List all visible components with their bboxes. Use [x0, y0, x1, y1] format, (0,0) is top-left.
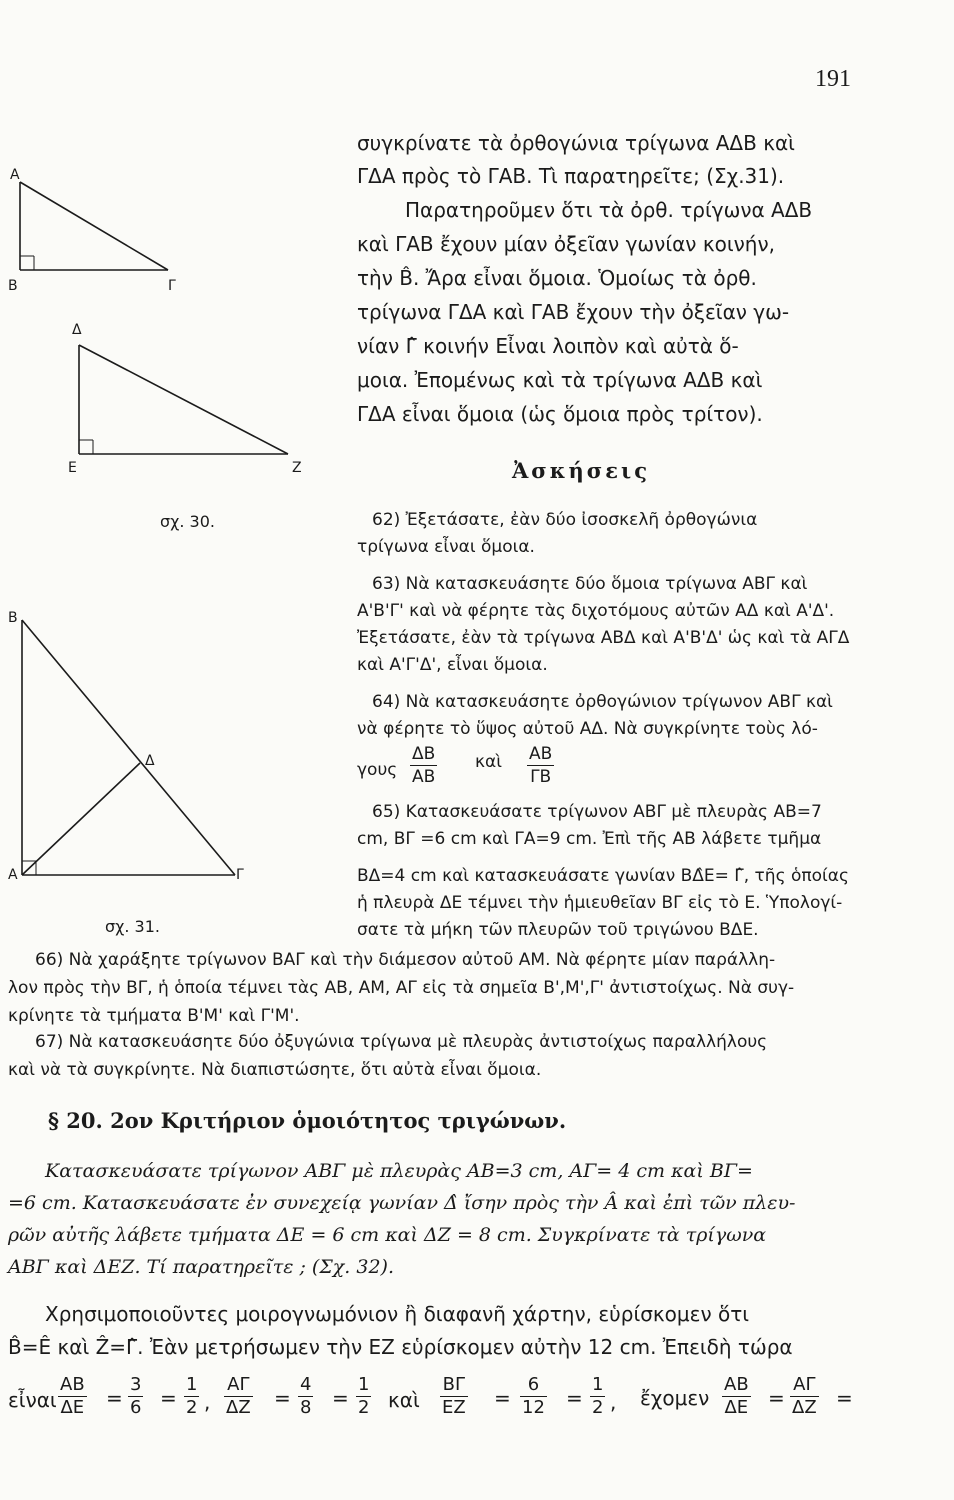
equals-sign: = — [160, 1386, 177, 1410]
ratio-prefix: γους — [357, 760, 398, 780]
numerator: 3 — [130, 1374, 142, 1395]
text-line: σατε τὰ μήκη τῶν πλευρῶν τοῦ τριγώνου ΒΔΕ. — [357, 920, 759, 940]
text-line: τὴν B̂. Ἄρα εἶναι ὅμοια. Ὁμοίως τὰ ὀρθ. — [357, 266, 757, 290]
fraction — [356, 1374, 371, 1419]
comma: , — [204, 1390, 211, 1414]
exercises-heading: Ἀσκήσεις — [512, 458, 650, 483]
text-line: 62) Ἐξετάσατε, ἐὰν δύο ἰσοσκελῆ ὀρθογώνια — [372, 510, 758, 530]
numerator: ΒΓ — [440, 1374, 468, 1397]
text-line: τρίγωνα εἶναι ὅμοια. — [357, 537, 535, 557]
text-line: 63) Νὰ κατασκευάσητε δύο ὅμοια τρίγωνα ΑΒΓ καὶ — [372, 574, 808, 594]
numerator: 1 — [592, 1374, 604, 1395]
figure-31-caption: σχ. 31. — [105, 917, 160, 936]
label-d: Δ — [72, 322, 82, 338]
text-line: λον πρὸς τὴν ΒΓ, ἡ ὁποία τέμνει τὰς ΑΒ, ΑΜ, ΑΓ εἰς τὰ σημεῖα Β',Μ',Γ' ἀντιστοίχως. Νὰ συγ- — [8, 978, 795, 998]
equals-sign: = — [106, 1386, 123, 1410]
comma: , — [610, 1390, 617, 1414]
text-line: 66) Νὰ χαράξητε τρίγωνον ΒΑΓ καὶ τὴν διάμεσον αὐτοῦ ΑΜ. Νὰ φέρητε μίαν παράλλη- — [35, 950, 776, 970]
text-line: κρίνητε τὰ τμήματα Β'Μ' καὶ Γ'Μ'. — [8, 1006, 300, 1026]
fraction — [520, 1374, 547, 1419]
text-line: cm, ΒΓ =6 cm καὶ ΓΑ=9 cm. Ἐπὶ τῆς ΑΒ λάβετε τμῆμα — [357, 829, 822, 849]
label-b: B — [8, 610, 18, 626]
text-line: ΓΔΑ εἶναι ὅμοια (ὡς ὅμοια πρὸς τρίτον). — [357, 402, 763, 426]
page-number: 191 — [815, 66, 851, 92]
equals-sign: = — [566, 1386, 583, 1410]
denominator: 12 — [522, 1397, 545, 1418]
label-e: E — [68, 460, 77, 476]
text-line: τρίγωνα ΓΔΑ καὶ ΓΑΒ ἔχουν τὴν ὀξεῖαν γω- — [357, 300, 790, 324]
text-line: Α'Β'Γ' καὶ νὰ φέρητε τὰς διχοτόμους αὐτῶν ΑΔ καὶ Α'Δ'. — [357, 601, 835, 621]
figure-30-caption: σχ. 30. — [160, 512, 215, 531]
text-line: καὶ νὰ τὰ συγκρίνητε. Νὰ διαπιστώσητε, ὅτι αὐτὰ εἶναι ὅμοια. — [8, 1060, 542, 1080]
numerator: 6 — [520, 1374, 547, 1397]
fraction — [58, 1374, 87, 1419]
text-line: συγκρίνατε τὰ ὀρθογώνια τρίγωνα ΑΔΒ καὶ — [357, 131, 795, 155]
text-line: Παρατηροῦμεν ὅτι τὰ ὀρθ. τρίγωνα ΑΔΒ — [405, 198, 813, 222]
text-line: καὶ ΓΑΒ ἔχουν μίαν ὀξεῖαν γωνίαν κοινήν, — [357, 232, 775, 256]
text-line: ΒΔ=4 cm καὶ κατασκευάσατε γωνίαν ΒΔ̂Ε= Γ̂, τῆς ὁποίας — [357, 866, 849, 886]
text-line: ΓΔΑ πρὸς τὸ ΓΑΒ. Τὶ παρατηρεῖτε; (Σχ.31). — [357, 164, 785, 188]
denominator: 6 — [130, 1397, 142, 1418]
equals-sign: = — [768, 1386, 785, 1410]
section-heading: § 20. 2ον Κριτήριον ὁμοιότητος τριγώνων. — [48, 1108, 567, 1133]
numerator: ΑΓ — [790, 1374, 819, 1397]
kai-word: καὶ — [388, 1388, 420, 1412]
text-line: 67) Νὰ κατασκευάσητε δύο ὀξυγώνια τρίγωνα μὲ πλευρὰς ἀντιστοίχως παραλλήλους — [35, 1032, 768, 1052]
denominator: 2 — [186, 1397, 198, 1418]
equals-sign: = — [332, 1386, 349, 1410]
denominator: ΔΕ — [60, 1397, 85, 1418]
fraction — [790, 1374, 819, 1419]
numerator: ΔΒ — [412, 744, 436, 764]
label-d: Δ — [145, 753, 155, 769]
text-line: μοια. Ἐπομένως καὶ τὰ τρίγωνα ΑΔΒ καὶ — [357, 368, 763, 392]
fraction — [590, 1374, 605, 1419]
numerator: 1 — [186, 1374, 198, 1395]
text-line: =6 cm. Κατασκευάσατε ἐν συνεχείᾳ γωνίαν Δ̂ ἴσην πρὸς τὴν Â καὶ ἐπὶ τῶν πλευ- — [8, 1192, 796, 1214]
text-line: ΑΒΓ καὶ ΔΕΖ. Τί παρατηρεῖτε ; (Σχ. 32). — [8, 1256, 395, 1278]
label-a: A — [8, 867, 18, 883]
text-line: καὶ Α'Γ'Δ', εἶναι ὅμοια. — [357, 655, 548, 675]
fraction — [527, 743, 554, 788]
text-line: B̂=Ê καὶ Ẑ=Γ̂. Ἐὰν μετρήσωμεν τὴν ΕΖ εὑρίσκομεν αὐτὴν 12 cm. Ἐπειδὴ τώρα — [8, 1335, 793, 1359]
fraction — [128, 1374, 143, 1419]
text-line: Κατασκευάσατε τρίγωνον ΑΒΓ μὲ πλευρὰς ΑΒ=3 cm, ΑΓ= 4 cm καὶ ΒΓ= — [45, 1160, 753, 1182]
denominator: ΔΖ — [792, 1397, 817, 1418]
label-z: Z — [292, 460, 302, 476]
equals-sign: = — [836, 1386, 853, 1410]
text-line: Ἐξετάσατε, ἐὰν τὰ τρίγωνα ΑΒΔ καὶ Α'Β'Δ' ὡς καὶ τὰ ΑΓΔ — [357, 628, 850, 648]
denominator: 8 — [300, 1397, 312, 1418]
denominator: 2 — [592, 1397, 604, 1418]
numerator: ΑΓ — [224, 1374, 253, 1397]
text-line: 65) Κατασκευάσατε τρίγωνον ΑΒΓ μὲ πλευρὰς ΑΒ=7 — [372, 802, 822, 822]
label-a: A — [10, 167, 20, 183]
text-line: ρῶν αὐτῆς λάβετε τμήματα ΔΕ = 6 cm καὶ ΔΖ = 8 cm. Συγκρίνατε τὰ τρίγωνα — [8, 1224, 767, 1246]
label-g: Γ — [168, 278, 176, 294]
figure-31 — [0, 600, 260, 900]
fraction — [440, 1374, 468, 1419]
denominator: ΔΖ — [226, 1397, 251, 1418]
fraction — [298, 1374, 313, 1419]
lead-word: εἶναι — [8, 1388, 57, 1412]
triangle-abg — [20, 182, 168, 270]
text-line: 64) Νὰ κατασκευάσητε ὀρθογώνιον τρίγωνον ΑΒΓ καὶ — [372, 692, 833, 712]
text-line: Χρησιμοποιοῦντες μοιρογνωμόνιον ἢ διαφανῆ χάρτην, εὑρίσκομεν ὅτι — [45, 1302, 750, 1326]
triangle-dez — [79, 345, 288, 454]
fraction — [184, 1374, 199, 1419]
denominator: ΔΕ — [724, 1397, 749, 1418]
text-line: νίαν Γ̂ κοινήν Εἶναι λοιπὸν καὶ αὐτὰ ὅ- — [357, 334, 739, 358]
figure-30 — [0, 160, 320, 560]
numerator: ΑΒ — [529, 744, 553, 764]
fraction — [722, 1374, 751, 1419]
denominator: ΓΒ — [530, 767, 552, 787]
numerator: ΑΒ — [724, 1374, 749, 1395]
label-b: B — [8, 278, 18, 294]
denominator: ΕΖ — [442, 1397, 466, 1418]
kai-word: καὶ — [475, 752, 502, 772]
label-g: Γ — [236, 867, 244, 883]
equals-sign: = — [274, 1386, 291, 1410]
fraction — [224, 1374, 253, 1419]
denominator: 2 — [358, 1397, 370, 1418]
equals-sign: = — [494, 1386, 511, 1410]
numerator: 4 — [300, 1374, 312, 1395]
text-line: ἡ πλευρὰ ΔΕ τέμνει τὴν ἡμιευθεῖαν ΒΓ εἰς τὸ Ε. Ὑπολογί- — [357, 893, 843, 913]
numerator: ΑΒ — [60, 1374, 85, 1395]
exomen-word: ἔχομεν — [640, 1386, 710, 1410]
denominator: ΑΒ — [412, 767, 436, 787]
numerator: 1 — [358, 1374, 370, 1395]
text-line: νὰ φέρητε τὸ ὕψος αὐτοῦ ΑΔ. Νὰ συγκρίνητε τοὺς λό- — [357, 719, 818, 739]
fraction — [410, 743, 437, 788]
